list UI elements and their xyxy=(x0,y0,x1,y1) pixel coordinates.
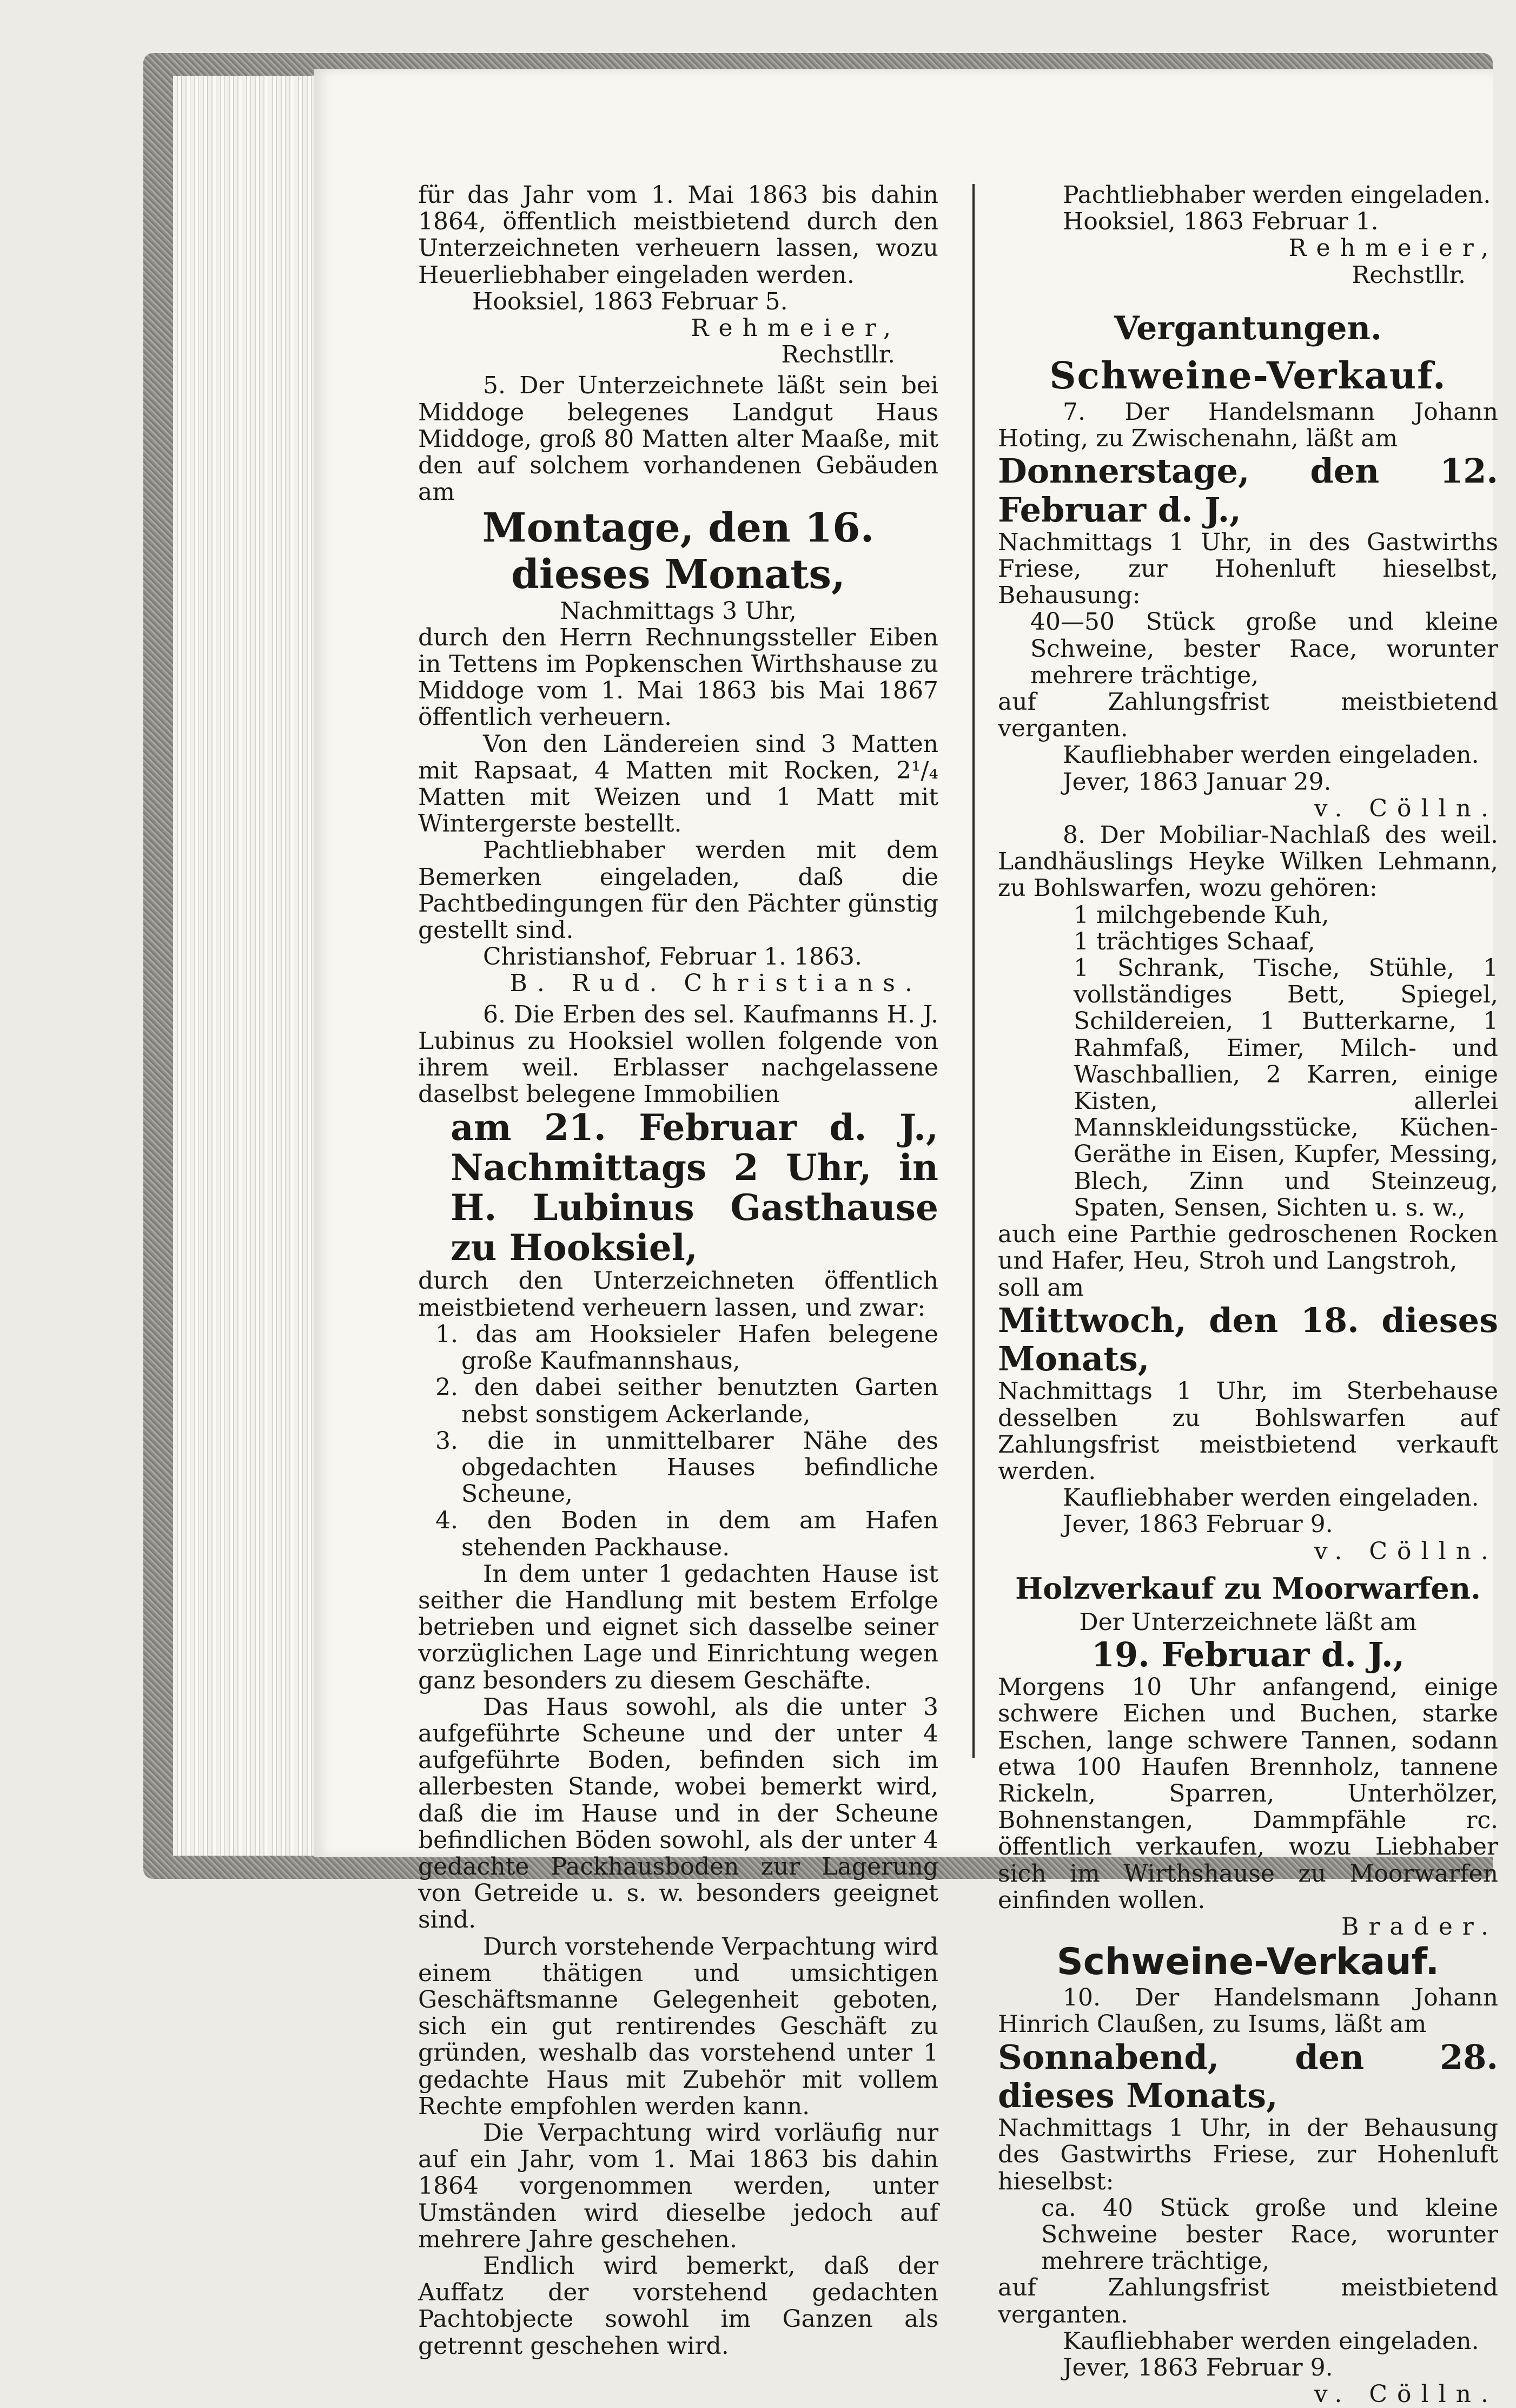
notice-signature: Rehmeier, xyxy=(691,314,901,342)
notice-10-signature: v. Cölln. xyxy=(1314,2380,1498,2408)
notice-continuation: für das Jahr vom 1. Mai 1863 bis dahin 1864, öffentlich meistbietend durch den Unterzeichneten verheuern lassen, wozu Heuerliebhaber eingeladen werden. xyxy=(418,181,938,289)
notice-6-item: 1. das am Hooksieler Hafen belegene große Kaufmannshaus, xyxy=(435,1320,938,1375)
section-heading: Vergantungen. xyxy=(1114,309,1382,347)
notice-6-paragraph: Endlich wird bemerkt, daß der Auffatz der vorstehend gedachten Pachtobjecte sowohl im Ganzen als getrennt geschehen wird. xyxy=(418,2252,938,2360)
notice-6-body: durch den Unterzeichneten öffentlich meistbietend verheuern lassen, und zwar: xyxy=(418,1267,938,1322)
notice-9-date-heading: 19. Februar d. J., xyxy=(1091,1634,1405,1674)
notice-9-text: Der Unterzeichnete läßt am xyxy=(1079,1608,1417,1636)
notice-9-body: Morgens 10 Uhr anfangend, einige schwere Eichen und Buchen, starke Eschen, lange schwere Tannen, sodann etwa 100 Haufen Brennholz, tannene Rickeln, Sparren, Unterhölzer, Bohnenstangen, Dammpfähle rc. öffentlich verkaufen, wozu Liebhaber sich im Wirthshause zu Moorwarfen einfinden wollen. xyxy=(998,1673,1498,1914)
notice-10-place-date: Jever, 1863 Februar 9. xyxy=(1063,2354,1333,2382)
notice-10-invitation: Kaufliebhaber werden eingeladen. xyxy=(1063,2327,1479,2355)
notice-5-lands: Von den Ländereien sind 3 Matten mit Rapsaat, 4 Matten mit Rocken, 2¹/₄ Matten mit Weizen und 1 Matt mit Wintergerste bestellt. xyxy=(418,730,938,838)
notice-signature-title: Rechstllr. xyxy=(1352,261,1466,289)
notice-8-text: 8. Der Mobiliar-Nachlaß des weil. Landhäuslings Heyke Wilken Lehmann, zu Bohlswarfen, wozu gehören: xyxy=(998,821,1498,902)
notice-10-terms: auf Zahlungsfrist meistbietend verganten. xyxy=(998,2274,1498,2328)
notice-5-body: durch den Herrn Rechnungssteller Eiben in Tettens im Popkenschen Wirthshause zu Middoge vom 1. Mai 1863 bis Mai 1867 öffentlich verheuern. xyxy=(418,623,938,731)
notice-7-terms: auf Zahlungsfrist meistbietend verganten. xyxy=(998,688,1498,743)
notice-7-date-heading: Donnerstage, den 12. Februar d. J., xyxy=(998,451,1498,530)
notice-5-text: 5. Der Unterzeichnete läßt sein bei Middoge belegenes Landgut Haus Middoge, groß 80 Matten alter Maaße, mit den auf solchem vorhandenen Gebäuden am xyxy=(418,372,938,506)
notice-8-item: 1 trächtiges Schaaf, xyxy=(1074,927,1315,955)
notice-6-date-heading: am 21. Februar d. J., Nachmittags 2 Uhr, in H. Lubinus Gasthause zu Hooksiel, xyxy=(451,1106,938,1269)
notice-8-item: 1 milchgebende Kuh, xyxy=(1074,901,1329,929)
notice-7-goods: 40—50 Stück große und kleine Schweine, bester Race, worunter mehrere trächtige, xyxy=(1030,608,1498,689)
notice-8-invitation: Kaufliebhaber werden eingeladen. xyxy=(1063,1484,1479,1512)
notice-8-place-date: Jever, 1863 Februar 9. xyxy=(1063,1510,1333,1539)
notice-7-place-date: Jever, 1863 Januar 29. xyxy=(1063,768,1332,796)
notice-place-date: Hooksiel, 1863 Februar 1. xyxy=(1063,208,1379,236)
notice-7-text: 7. Der Handelsmann Johann Hoting, zu Zwischenahn, läßt am xyxy=(998,398,1498,453)
notice-place-date: Hooksiel, 1863 Februar 5. xyxy=(472,287,788,315)
notice-signature: Rehmeier, xyxy=(1288,234,1498,262)
notice-10-goods: ca. 40 Stück große und kleine Schweine bester Race, worunter mehrere trächtige, xyxy=(1041,2194,1498,2275)
notice-5-time: Nachmittags 3 Uhr, xyxy=(560,597,797,625)
notice-signature-title: Rechstllr. xyxy=(781,341,895,369)
notice-8-body: Nachmittags 1 Uhr, im Sterbehause desselben zu Bohlswarfen auf Zahlungsfrist meistbietend verkauft werden. xyxy=(998,1377,1498,1485)
column-divider xyxy=(972,184,975,1758)
notice-5-invitation: Pachtliebhaber werden mit dem Bemerken eingeladen, daß die Pachtbedingungen für den Pächter günstig gestellt sind. xyxy=(418,836,938,945)
notice-8-additional: auch eine Parthie gedroschenen Rocken und Hafer, Heu, Stroh und Langstroh, xyxy=(998,1221,1498,1275)
notice-6-paragraph: Durch vorstehende Verpachtung wird einem thätigen und umsichtigen Geschäftsmanne Gelegenheit geboten, sich ein gut rentirendes Geschäft zu gründen, weshalb das vorstehend unter 1 gedachte Haus mit Zubehör mit vollem Rechte empfohlen werden kann. xyxy=(418,1932,938,2120)
notice-5-signature: B. Rud. Christians. xyxy=(509,969,922,998)
notice-7-body: Nachmittags 1 Uhr, in des Gastwirths Friese, zur Hohenluft hieselbst, Behausung: xyxy=(998,528,1498,610)
notice-6-paragraph: Die Verpachtung wird vorläufig nur auf ein Jahr, vom 1. Mai 1863 bis dahin 1864 vorgenommen werden, unter Umständen wird dieselbe jedoch auf mehrere Jahre geschehen. xyxy=(418,2119,938,2253)
notice-7-invitation: Kaufliebhaber werden eingeladen. xyxy=(1063,741,1479,769)
right-column xyxy=(998,182,1498,2407)
notice-8-signature: v. Cölln. xyxy=(1314,1537,1498,1565)
notice-5-place-date: Christianshof, Februar 1. 1863. xyxy=(483,943,862,971)
notice-6-item: 4. den Boden in dem am Hafen stehenden Packhause. xyxy=(435,1507,938,1561)
notice-7-signature: v. Cölln. xyxy=(1314,794,1498,822)
notice-9-signature: Brader. xyxy=(1341,1913,1498,1941)
notice-5-date-heading: Montage, den 16. dieses Monats, xyxy=(482,505,875,598)
notice-10-title: Schweine-Verkauf. xyxy=(1056,1941,1440,1984)
notice-10-text: 10. Der Handelsmann Johann Hinrich Claußen, zu Isums, läßt am xyxy=(998,1984,1498,2038)
notice-8-item: 1 Schrank, Tische, Stühle, 1 vollständiges Bett, Spiegel, Schildereien, 1 Butterkarne, 1 Rahmfaß, Eimer, Milch- und Waschballien, 2 Karren, einige Kisten, allerlei Mannskleidungsstücke, Küchen-Geräthe in Eisen, Kupfer, Messing, Blech, Zinn und Steinzeug, Spaten, Sensen, Sichten u. s. w., xyxy=(1074,954,1498,1222)
notice-6-paragraph: Das Haus sowohl, als die unter 3 aufgeführte Scheune und der unter 4 aufgeführte Boden, befinden sich im allerbesten Stande, wobei bemerkt wird, daß die im Hause und in der Scheune befindlichen Böden sowohl, als der unter 4 gedachte Packhausboden zur Lagerung von Getreide u. s. w. besonders geeignet sind. xyxy=(418,1693,938,1934)
notice-6-paragraph: In dem unter 1 gedachten Hause ist seither die Handlung mit bestem Erfolge betrieben und eignet sich dasselbe seiner vorzüglichen Lage und Einrichtung wegen ganz besonders zu diesem Geschäfte. xyxy=(418,1560,938,1694)
notice-6-item: 3. die in unmittelbarer Nähe des obgedachten Hauses befindliche Scheune, xyxy=(435,1427,938,1508)
notice-6-text: 6. Die Erben des sel. Kaufmanns H. J. Lubinus zu Hooksiel wollen folgende von ihrem weil. Erblasser nachgelassene daselbst belegene Immobilien xyxy=(418,1000,938,1109)
notice-9-title: Holzverkauf zu Moorwarfen. xyxy=(1015,1571,1481,1606)
notice-8-date-heading: Mittwoch, den 18. dieses Monats, xyxy=(998,1300,1498,1378)
notice-10-date-heading: Sonnabend, den 28. dieses Monats, xyxy=(998,2037,1498,2115)
notice-8-intro: soll am xyxy=(998,1274,1084,1302)
notice-10-body: Nachmittags 1 Uhr, in der Behausung des Gastwirths Friese, zur Hohenluft hieselbst: xyxy=(998,2114,1498,2195)
notice-continuation: Pachtliebhaber werden eingeladen. xyxy=(1063,181,1491,209)
page-edges xyxy=(173,76,330,1856)
notice-6-item: 2. den dabei seither benutzten Garten nebst sonstigem Ackerlande, xyxy=(435,1374,938,1428)
left-column xyxy=(418,182,938,2359)
notice-7-title: Schweine-Verkauf. xyxy=(1049,354,1447,398)
